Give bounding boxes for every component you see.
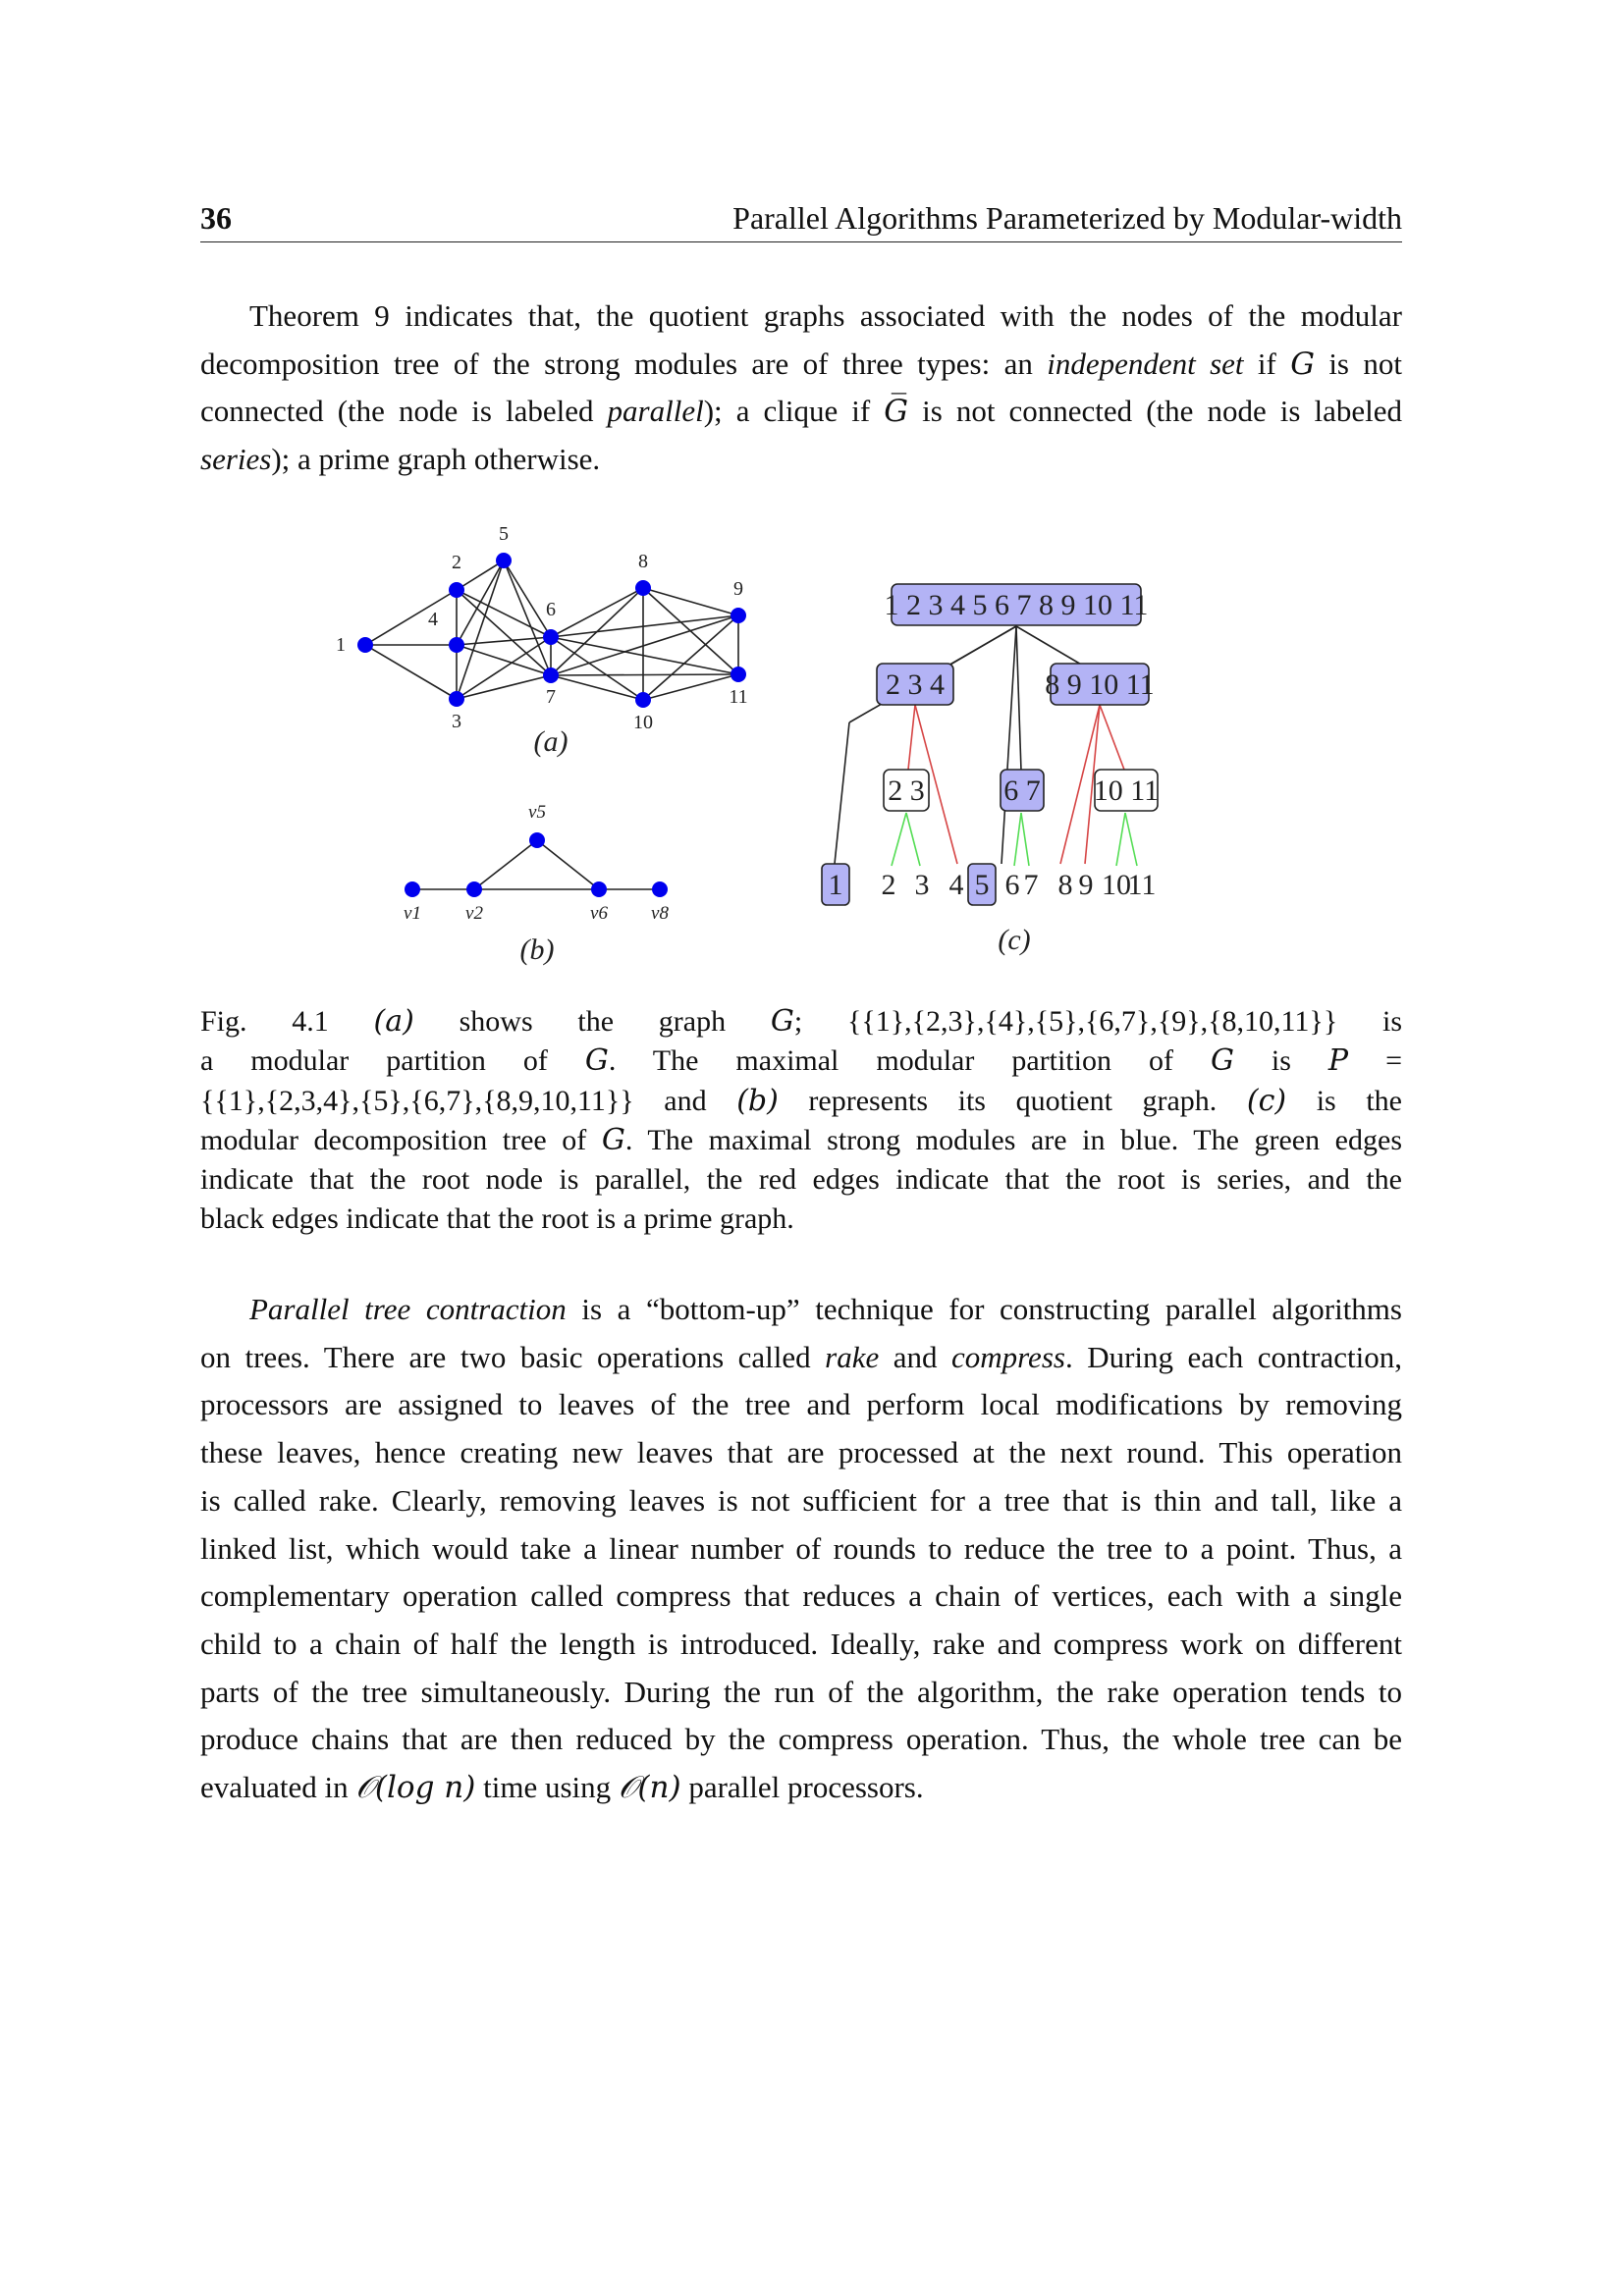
text-run: . During each contraction, xyxy=(1064,1339,1402,1374)
text-run: is the xyxy=(1286,1084,1402,1117)
paragraph-theorem-9 xyxy=(200,293,1402,484)
math-G: G xyxy=(1290,346,1315,382)
vertex-label: 8 xyxy=(638,551,648,572)
paragraph-line xyxy=(200,388,1402,436)
math-G-complement: G̅ xyxy=(884,394,909,430)
paragraph-line xyxy=(200,436,1402,484)
text-run: these leaves, hence creating new leaves that are processed at the next round. This operation xyxy=(200,1435,1402,1470)
text-run: and xyxy=(879,1339,951,1374)
text-run: = xyxy=(1348,1044,1402,1078)
vertex-label: 7 xyxy=(546,686,556,708)
math-O-n: 𝒪(n) xyxy=(618,1770,681,1806)
caption-line xyxy=(200,1200,1402,1239)
paragraph-tree-contraction xyxy=(200,1286,1402,1812)
text-run: represents its quotient graph. xyxy=(778,1084,1247,1117)
vertex-v5 xyxy=(529,832,545,848)
text-run: decomposition tree of the strong modules are of three types: an xyxy=(200,346,1048,381)
vertex-label: v5 xyxy=(528,802,546,823)
tree-leaf: 2 xyxy=(881,869,896,901)
vertex-label: v2 xyxy=(465,903,483,924)
vertex-label: v8 xyxy=(651,903,669,924)
tree-c xyxy=(822,584,1159,956)
text-run: a modular partition of xyxy=(200,1044,585,1078)
math-c: (c) xyxy=(1246,1083,1287,1118)
term-rake: rake xyxy=(825,1339,880,1374)
text-run: modular decomposition tree of xyxy=(200,1123,602,1156)
text-run: ); a clique if xyxy=(703,394,885,429)
tree-root-label: 1 2 3 4 5 6 7 8 9 10 11 xyxy=(884,589,1149,621)
text-run: child to a chain of half the length is introduced. Ideally, rake and compress work on different xyxy=(200,1626,1402,1661)
graph-b xyxy=(404,802,669,966)
tree-leaf-1: 1 xyxy=(828,869,843,901)
page-header xyxy=(200,196,1402,242)
paragraph-line xyxy=(200,293,1402,341)
text-run: time using xyxy=(475,1770,619,1805)
text-run: processors are assigned to leaves of the tree and perform local modifications by removing xyxy=(200,1387,1402,1422)
math-b: (b) xyxy=(736,1083,779,1118)
vertex-1 xyxy=(357,637,373,653)
paragraph-line xyxy=(200,1669,1402,1717)
text-run: complementary operation called compress that reduces a chain of vertices, each with a single xyxy=(200,1578,1402,1614)
tree-node-23-label: 2 3 xyxy=(888,774,925,807)
running-title: Parallel Algorithms Parameterized by Modular-width xyxy=(732,200,1402,236)
math-G: G xyxy=(1210,1043,1234,1079)
vertex-label: 10 xyxy=(633,712,653,733)
tree-node-1011-label: 10 11 xyxy=(1093,774,1160,807)
vertex-7 xyxy=(543,667,559,683)
page-number: 36 xyxy=(200,200,232,236)
math-a: (a) xyxy=(373,1004,414,1039)
vertex-label: v6 xyxy=(590,903,608,924)
vertex-11 xyxy=(731,667,746,682)
term-parallel: parallel xyxy=(607,394,704,429)
paragraph-line xyxy=(200,1621,1402,1669)
paragraph-line xyxy=(200,1286,1402,1334)
vertex-label: v1 xyxy=(404,903,421,924)
term-parallel-tree-contraction: Parallel tree contraction xyxy=(249,1292,567,1326)
tree-leaf: 8 xyxy=(1057,869,1073,901)
vertex-label: 1 xyxy=(336,634,346,656)
caption-line xyxy=(200,1160,1402,1200)
caption-line xyxy=(200,1082,1402,1121)
vertex-v8 xyxy=(652,881,668,897)
tree-node-891011-label: 8 9 10 11 xyxy=(1045,668,1155,701)
figure-4-1 xyxy=(314,510,1296,982)
vertex-4 xyxy=(449,637,464,653)
text-run: ); a prime graph otherwise. xyxy=(271,442,601,477)
tree-leaf-5: 5 xyxy=(974,869,990,901)
graph-a-vertices xyxy=(357,553,746,708)
vertex-label: 6 xyxy=(546,599,556,620)
vertex-8 xyxy=(635,580,651,596)
math-G: G xyxy=(601,1122,625,1157)
math-G: G xyxy=(584,1043,609,1079)
vertex-9 xyxy=(731,608,746,623)
text-run: is called rake. Clearly, removing leaves is not sufficient for a tree that is thin and tall, like a xyxy=(200,1482,1402,1518)
vertex-label: 11 xyxy=(729,686,748,708)
text-run: on trees. There are two basic operations called xyxy=(200,1339,826,1374)
vertex-label: 2 xyxy=(452,552,461,573)
term-compress: compress xyxy=(951,1339,1065,1374)
text-run: parallel processors. xyxy=(680,1770,924,1805)
text-run: Theorem 9 indicates that, the quotient graphs associated with the nodes of the modular xyxy=(249,298,1402,333)
vertex-label: 5 xyxy=(499,523,509,545)
tree-leaf: 3 xyxy=(914,869,930,901)
graph-a-labels xyxy=(336,523,748,733)
tree-leaf: 4 xyxy=(948,869,964,901)
text-run: is xyxy=(1233,1044,1328,1078)
paragraph-line xyxy=(200,1381,1402,1429)
tree-leaf: 11 xyxy=(1127,869,1157,901)
text-run: indicate that the root node is parallel, the red edges indicate that the root is series, and the xyxy=(200,1163,1402,1197)
term-series: series xyxy=(200,442,272,477)
text-run: ; {{1},{2,3},{4},{5},{6,7},{9},{8,10,11}} is xyxy=(793,1005,1402,1038)
paragraph-line xyxy=(200,1764,1402,1812)
caption-line xyxy=(200,1121,1402,1160)
caption-line xyxy=(200,1002,1402,1041)
vertex-10 xyxy=(635,692,651,708)
vertex-5 xyxy=(496,553,512,568)
math-O-log-n: 𝒪(log n) xyxy=(355,1770,476,1806)
text-run: linked list, which would take a linear number of rounds to reduce the tree to a point. Thus, a xyxy=(200,1530,1402,1566)
text-run: if xyxy=(1243,346,1291,381)
text-run: connected (the node is labeled xyxy=(200,394,608,429)
vertex-v1 xyxy=(405,881,420,897)
tree-leaf: 10 xyxy=(1102,869,1131,901)
math-G: G xyxy=(770,1004,794,1039)
text-run: parts of the tree simultaneously. During the run of the algorithm, the rake operation tends to xyxy=(200,1674,1402,1709)
text-run: Fig. 4.1 xyxy=(200,1005,374,1038)
paragraph-line xyxy=(200,1477,1402,1525)
text-run: shows the graph xyxy=(413,1005,771,1038)
vertex-v6 xyxy=(591,881,607,897)
term-independent-set: independent set xyxy=(1047,346,1244,381)
text-run: evaluated in xyxy=(200,1770,356,1805)
paragraph-line xyxy=(200,1573,1402,1621)
text-run: is a “bottom-up” technique for constructing parallel algorithms xyxy=(566,1292,1402,1326)
paragraph-line xyxy=(200,1525,1402,1574)
subfigure-label-b: (b) xyxy=(519,934,555,966)
paragraph-line xyxy=(200,1716,1402,1764)
paragraph-line xyxy=(200,1334,1402,1382)
text-run: produce chains that are then reduced by the compress operation. Thus, the whole tree can be xyxy=(200,1722,1402,1757)
math-P: P xyxy=(1327,1043,1349,1079)
tree-leaf: 7 xyxy=(1023,869,1039,901)
text-run: is not connected (the node is labeled xyxy=(908,394,1402,429)
subfigure-label-c: (c) xyxy=(998,924,1031,956)
tree-node-67-label: 6 7 xyxy=(1003,774,1041,807)
figure-caption xyxy=(200,1002,1402,1240)
vertex-3 xyxy=(449,691,464,707)
tree-leaf: 9 xyxy=(1078,869,1094,901)
tree-leaf: 6 xyxy=(1004,869,1020,901)
paragraph-line xyxy=(200,341,1402,389)
vertex-v2 xyxy=(466,881,482,897)
paragraph-line xyxy=(200,1429,1402,1477)
text-run: is not xyxy=(1314,346,1402,381)
subfigure-label-a: (a) xyxy=(533,725,568,758)
text-run: {{1},{2,3,4},{5},{6,7},{8,9,10,11}} and xyxy=(200,1084,737,1117)
vertex-label: 4 xyxy=(428,609,438,630)
vertex-label: 3 xyxy=(452,711,461,732)
tree-node-234-label: 2 3 4 xyxy=(886,668,945,701)
text-run: . The maximal strong modules are in blue. The green edges xyxy=(624,1123,1402,1156)
vertex-6 xyxy=(543,629,559,645)
vertex-label: 9 xyxy=(733,578,743,600)
vertex-2 xyxy=(449,582,464,598)
text-run: black edges indicate that the root is a prime graph. xyxy=(200,1202,794,1236)
caption-line xyxy=(200,1041,1402,1081)
text-run: . The maximal modular partition of xyxy=(608,1044,1211,1078)
